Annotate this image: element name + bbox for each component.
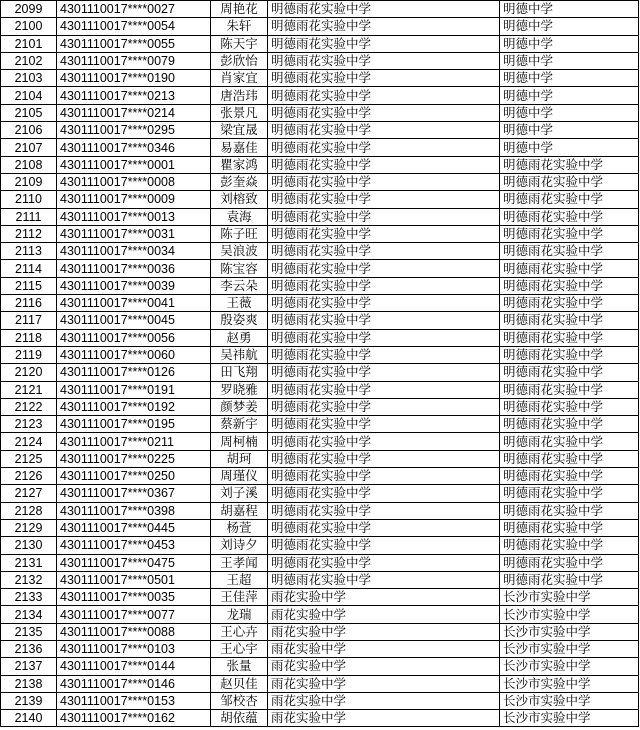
student-name: 瞿家鸿 (211, 156, 268, 173)
student-name: 袁海 (211, 208, 268, 225)
table-row (1, 485, 639, 502)
student-id: 4301110017****0144 (57, 658, 211, 675)
table-row (1, 537, 639, 554)
graduating-school: 明德雨花实验中学 (268, 433, 500, 450)
student-name: 彭欣怡 (211, 52, 268, 69)
admitted-school: 明德中学 (500, 35, 639, 52)
admitted-school: 明德中学 (500, 139, 639, 156)
student-name: 胡依蕴 (211, 710, 268, 727)
student-name: 王心宇 (211, 640, 268, 657)
row-number: 2128 (1, 502, 57, 519)
student-name: 杨萱 (211, 519, 268, 536)
student-name: 彭奎焱 (211, 173, 268, 190)
row-number: 2138 (1, 675, 57, 692)
admitted-school: 明德雨花实验中学 (500, 416, 639, 433)
row-number: 2130 (1, 537, 57, 554)
admitted-school: 明德雨花实验中学 (500, 156, 639, 173)
row-number: 2103 (1, 70, 57, 87)
table-row (1, 398, 639, 415)
student-id: 4301110017****0008 (57, 173, 211, 190)
row-number: 2134 (1, 606, 57, 623)
student-name: 张量 (211, 658, 268, 675)
admitted-school: 明德雨花实验中学 (500, 225, 639, 242)
graduating-school: 明德雨花实验中学 (268, 329, 500, 346)
student-name: 龙瑞 (211, 606, 268, 623)
admitted-school: 明德雨花实验中学 (500, 295, 639, 312)
table-row (1, 87, 639, 104)
graduating-school: 明德雨花实验中学 (268, 554, 500, 571)
graduating-school: 明德雨花实验中学 (268, 312, 500, 329)
table-row (1, 346, 639, 363)
graduating-school: 雨花实验中学 (268, 623, 500, 640)
student-id: 4301110017****0054 (57, 18, 211, 35)
table-row (1, 70, 639, 87)
row-number: 2139 (1, 692, 57, 709)
admitted-school: 明德雨花实验中学 (500, 191, 639, 208)
graduating-school: 明德雨花实验中学 (268, 468, 500, 485)
graduating-school: 明德雨花实验中学 (268, 295, 500, 312)
student-id: 4301110017****0041 (57, 295, 211, 312)
student-id: 4301110017****0211 (57, 433, 211, 450)
admitted-school: 长沙市实验中学 (500, 658, 639, 675)
graduating-school: 明德雨花实验中学 (268, 346, 500, 363)
graduating-school: 雨花实验中学 (268, 692, 500, 709)
table-row (1, 623, 639, 640)
row-number: 2115 (1, 277, 57, 294)
table-row (1, 571, 639, 588)
student-name: 刘子溪 (211, 485, 268, 502)
admitted-school: 明德雨花实验中学 (500, 450, 639, 467)
student-id: 4301110017****0031 (57, 225, 211, 242)
student-id: 4301110017****0035 (57, 589, 211, 606)
student-name: 王薇 (211, 295, 268, 312)
admitted-school: 明德雨花实验中学 (500, 502, 639, 519)
student-id: 4301110017****0045 (57, 312, 211, 329)
student-name: 唐浩玮 (211, 87, 268, 104)
table-row (1, 381, 639, 398)
row-number: 2132 (1, 571, 57, 588)
student-name: 颜梦姜 (211, 398, 268, 415)
student-id: 4301110017****0190 (57, 70, 211, 87)
graduating-school: 明德雨花实验中学 (268, 502, 500, 519)
table-row (1, 18, 639, 35)
student-id: 4301110017****0103 (57, 640, 211, 657)
admitted-school: 明德雨花实验中学 (500, 398, 639, 415)
table-row (1, 554, 639, 571)
table-row (1, 658, 639, 675)
graduating-school: 明德雨花实验中学 (268, 173, 500, 190)
row-number: 2140 (1, 710, 57, 727)
graduating-school: 明德雨花实验中学 (268, 52, 500, 69)
row-number: 2125 (1, 450, 57, 467)
row-number: 2136 (1, 640, 57, 657)
admitted-school: 明德雨花实验中学 (500, 571, 639, 588)
row-number: 2131 (1, 554, 57, 571)
student-name: 李云朵 (211, 277, 268, 294)
student-id: 4301110017****0088 (57, 623, 211, 640)
student-id: 4301110017****0214 (57, 104, 211, 121)
row-number: 2100 (1, 18, 57, 35)
student-name: 王孝闻 (211, 554, 268, 571)
admitted-school: 明德中学 (500, 122, 639, 139)
student-name: 周瑾仪 (211, 468, 268, 485)
table-row (1, 277, 639, 294)
table-row (1, 329, 639, 346)
student-id: 4301110017****0195 (57, 416, 211, 433)
graduating-school: 明德雨花实验中学 (268, 208, 500, 225)
student-name: 刘诗夕 (211, 537, 268, 554)
graduating-school: 雨花实验中学 (268, 589, 500, 606)
table-row (1, 675, 639, 692)
admitted-school: 明德雨花实验中学 (500, 243, 639, 260)
graduating-school: 明德雨花实验中学 (268, 1, 500, 18)
admitted-school: 明德中学 (500, 104, 639, 121)
table-row (1, 468, 639, 485)
student-id: 4301110017****0501 (57, 571, 211, 588)
table-row (1, 710, 639, 727)
student-id: 4301110017****0398 (57, 502, 211, 519)
graduating-school: 明德雨花实验中学 (268, 381, 500, 398)
student-id: 4301110017****0009 (57, 191, 211, 208)
admitted-school: 长沙市实验中学 (500, 640, 639, 657)
student-id: 4301110017****0192 (57, 398, 211, 415)
student-name: 周柯楠 (211, 433, 268, 450)
admitted-school: 明德雨花实验中学 (500, 433, 639, 450)
row-number: 2107 (1, 139, 57, 156)
table-row (1, 225, 639, 242)
row-number: 2110 (1, 191, 57, 208)
student-name: 殷姿爽 (211, 312, 268, 329)
student-id: 4301110017****0013 (57, 208, 211, 225)
graduating-school: 明德雨花实验中学 (268, 122, 500, 139)
admitted-school: 明德中学 (500, 1, 639, 18)
student-id: 4301110017****0225 (57, 450, 211, 467)
row-number: 2119 (1, 346, 57, 363)
graduating-school: 明德雨花实验中学 (268, 277, 500, 294)
table-row (1, 52, 639, 69)
graduating-school: 明德雨花实验中学 (268, 156, 500, 173)
table-row (1, 122, 639, 139)
admitted-school: 明德雨花实验中学 (500, 485, 639, 502)
table-row (1, 35, 639, 52)
row-number: 2104 (1, 87, 57, 104)
student-name: 王佳萍 (211, 589, 268, 606)
graduating-school: 雨花实验中学 (268, 710, 500, 727)
student-id: 4301110017****0077 (57, 606, 211, 623)
student-id: 4301110017****0036 (57, 260, 211, 277)
graduating-school: 明德雨花实验中学 (268, 537, 500, 554)
student-name: 王心卉 (211, 623, 268, 640)
student-name: 罗晓雅 (211, 381, 268, 398)
student-name: 王超 (211, 571, 268, 588)
graduating-school: 明德雨花实验中学 (268, 571, 500, 588)
admitted-school: 长沙市实验中学 (500, 606, 639, 623)
admitted-school: 明德中学 (500, 18, 639, 35)
graduating-school: 明德雨花实验中学 (268, 485, 500, 502)
admitted-school: 长沙市实验中学 (500, 710, 639, 727)
row-number: 2120 (1, 364, 57, 381)
student-name: 胡珂 (211, 450, 268, 467)
table-row (1, 450, 639, 467)
student-id: 4301110017****0346 (57, 139, 211, 156)
student-name: 赵贝佳 (211, 675, 268, 692)
student-id: 4301110017****0367 (57, 485, 211, 502)
student-id: 4301110017****0034 (57, 243, 211, 260)
admitted-school: 明德雨花实验中学 (500, 277, 639, 294)
graduating-school: 明德雨花实验中学 (268, 139, 500, 156)
table-row (1, 433, 639, 450)
graduating-school: 明德雨花实验中学 (268, 260, 500, 277)
admitted-school: 长沙市实验中学 (500, 692, 639, 709)
student-id: 4301110017****0126 (57, 364, 211, 381)
student-name: 朱轩 (211, 18, 268, 35)
graduating-school: 雨花实验中学 (268, 658, 500, 675)
student-id: 4301110017****0162 (57, 710, 211, 727)
admitted-school: 明德雨花实验中学 (500, 329, 639, 346)
student-name: 陈宝容 (211, 260, 268, 277)
student-id: 4301110017****0191 (57, 381, 211, 398)
row-number: 2106 (1, 122, 57, 139)
row-number: 2121 (1, 381, 57, 398)
row-number: 2118 (1, 329, 57, 346)
admitted-school: 明德中学 (500, 70, 639, 87)
row-number: 2111 (1, 208, 57, 225)
graduating-school: 明德雨花实验中学 (268, 18, 500, 35)
student-id: 4301110017****0039 (57, 277, 211, 294)
student-id: 4301110017****0475 (57, 554, 211, 571)
graduating-school: 明德雨花实验中学 (268, 35, 500, 52)
graduating-school: 明德雨花实验中学 (268, 416, 500, 433)
student-id: 4301110017****0055 (57, 35, 211, 52)
student-name: 张景凡 (211, 104, 268, 121)
row-number: 2108 (1, 156, 57, 173)
admitted-school: 明德雨花实验中学 (500, 519, 639, 536)
student-name: 邹校杏 (211, 692, 268, 709)
graduating-school: 雨花实验中学 (268, 640, 500, 657)
row-number: 2123 (1, 416, 57, 433)
admitted-school: 明德雨花实验中学 (500, 364, 639, 381)
student-id: 4301110017****0213 (57, 87, 211, 104)
table-row (1, 1, 639, 18)
admitted-school: 明德雨花实验中学 (500, 312, 639, 329)
row-number: 2137 (1, 658, 57, 675)
table-body (1, 1, 639, 727)
table-row (1, 364, 639, 381)
student-id: 4301110017****0056 (57, 329, 211, 346)
table-row (1, 312, 639, 329)
table-row (1, 519, 639, 536)
table-row (1, 502, 639, 519)
graduating-school: 明德雨花实验中学 (268, 519, 500, 536)
row-number: 2122 (1, 398, 57, 415)
graduating-school: 雨花实验中学 (268, 675, 500, 692)
student-name: 吴浪波 (211, 243, 268, 260)
table-row (1, 260, 639, 277)
student-id: 4301110017****0295 (57, 122, 211, 139)
table-row (1, 416, 639, 433)
row-number: 2099 (1, 1, 57, 18)
admitted-school: 明德雨花实验中学 (500, 346, 639, 363)
graduating-school: 明德雨花实验中学 (268, 191, 500, 208)
admitted-school: 明德雨花实验中学 (500, 468, 639, 485)
row-number: 2124 (1, 433, 57, 450)
table-row (1, 208, 639, 225)
student-id: 4301110017****0453 (57, 537, 211, 554)
row-number: 2105 (1, 104, 57, 121)
student-id: 4301110017****0146 (57, 675, 211, 692)
student-name: 陈子旺 (211, 225, 268, 242)
table-row (1, 191, 639, 208)
student-name: 易嘉佳 (211, 139, 268, 156)
graduating-school: 明德雨花实验中学 (268, 104, 500, 121)
graduating-school: 明德雨花实验中学 (268, 450, 500, 467)
table-row (1, 173, 639, 190)
graduating-school: 明德雨花实验中学 (268, 70, 500, 87)
student-name: 梁宜晟 (211, 122, 268, 139)
student-id: 4301110017****0060 (57, 346, 211, 363)
row-number: 2116 (1, 295, 57, 312)
admitted-school: 明德中学 (500, 87, 639, 104)
row-number: 2112 (1, 225, 57, 242)
student-name: 胡嘉程 (211, 502, 268, 519)
graduating-school: 明德雨花实验中学 (268, 398, 500, 415)
table-row (1, 156, 639, 173)
table-row (1, 104, 639, 121)
admitted-school: 长沙市实验中学 (500, 675, 639, 692)
admitted-school: 长沙市实验中学 (500, 623, 639, 640)
graduating-school: 明德雨花实验中学 (268, 364, 500, 381)
student-id: 4301110017****0079 (57, 52, 211, 69)
row-number: 2127 (1, 485, 57, 502)
row-number: 2126 (1, 468, 57, 485)
student-name: 赵勇 (211, 329, 268, 346)
student-id: 4301110017****0001 (57, 156, 211, 173)
admitted-school: 明德雨花实验中学 (500, 208, 639, 225)
row-number: 2101 (1, 35, 57, 52)
row-number: 2113 (1, 243, 57, 260)
student-name: 肖家宜 (211, 70, 268, 87)
admitted-school: 明德雨花实验中学 (500, 260, 639, 277)
row-number: 2135 (1, 623, 57, 640)
admitted-school: 明德雨花实验中学 (500, 537, 639, 554)
table-row (1, 640, 639, 657)
row-number: 2133 (1, 589, 57, 606)
row-number: 2114 (1, 260, 57, 277)
admitted-school: 明德雨花实验中学 (500, 381, 639, 398)
table-row (1, 139, 639, 156)
row-number: 2102 (1, 52, 57, 69)
table-row (1, 606, 639, 623)
table-row (1, 295, 639, 312)
table-row (1, 692, 639, 709)
row-number: 2117 (1, 312, 57, 329)
student-name: 陈天宇 (211, 35, 268, 52)
student-name: 田飞翔 (211, 364, 268, 381)
admitted-school: 明德雨花实验中学 (500, 554, 639, 571)
student-id: 4301110017****0027 (57, 1, 211, 18)
student-name: 蔡新宇 (211, 416, 268, 433)
student-name: 刘榕致 (211, 191, 268, 208)
table-row (1, 243, 639, 260)
admitted-school: 明德中学 (500, 52, 639, 69)
admitted-school: 长沙市实验中学 (500, 589, 639, 606)
graduating-school: 明德雨花实验中学 (268, 87, 500, 104)
admitted-school: 明德雨花实验中学 (500, 173, 639, 190)
student-id: 4301110017****0250 (57, 468, 211, 485)
student-name: 吴祎航 (211, 346, 268, 363)
graduating-school: 明德雨花实验中学 (268, 243, 500, 260)
row-number: 2129 (1, 519, 57, 536)
student-name: 周艳花 (211, 1, 268, 18)
row-number: 2109 (1, 173, 57, 190)
table-row (1, 589, 639, 606)
student-id: 4301110017****0153 (57, 692, 211, 709)
student-id: 4301110017****0445 (57, 519, 211, 536)
graduating-school: 明德雨花实验中学 (268, 225, 500, 242)
graduating-school: 雨花实验中学 (268, 606, 500, 623)
